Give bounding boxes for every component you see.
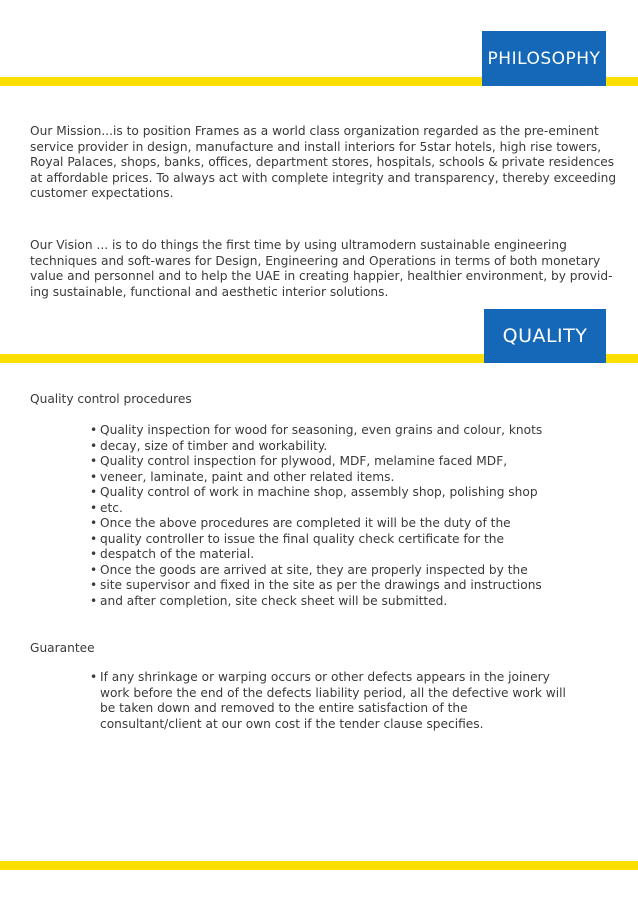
guarantee-line: work before the end of the defects liability period, all the defective work will: [100, 685, 566, 700]
vision-line: Our Vision ... is to do things the first time by using ultramodern sustainable engineering: [30, 238, 567, 252]
mission-line: Royal Palaces, shops, banks, offices, department stores, hospitals, schools & private residences: [30, 155, 615, 170]
procedures-list-item: • Quality control of work in machine shop, assembly shop, polishing shop: [90, 485, 542, 501]
procedures-list-item: • Quality inspection for wood for seasoning, even grains and colour, knots: [90, 423, 542, 439]
mission-line: customer expectations.: [30, 186, 174, 201]
footer-yellow-bar: [0, 861, 638, 870]
vision-line: ing sustainable, functional and aesthetic interior solutions.: [30, 284, 389, 299]
mission-paragraph: [30, 124, 617, 202]
procedures-list-item: • site supervisor and fixed in the site as per the drawings and instructions: [90, 578, 542, 594]
guarantee-item: [90, 670, 566, 732]
guarantee-heading: Guarantee: [30, 641, 95, 655]
procedures-list-item: • despatch of the material.: [90, 547, 542, 563]
guarantee-line: be taken down and removed to the entire satisfaction of the: [100, 701, 468, 715]
procedures-list: [90, 423, 542, 609]
guarantee-line: • If any shrinkage or warping occurs or other defects appears in the joinery: [90, 670, 566, 686]
procedures-list-item: • quality controller to issue the final quality check certificate for the: [90, 532, 542, 548]
procedures-list-item: • Quality control inspection for plywood, MDF, melamine faced MDF,: [90, 454, 542, 470]
procedures-list-item: • etc.: [90, 501, 542, 517]
mission-line: service provider in design, manufacture and install interiors for 5star hotels, high rise towers,: [30, 139, 602, 154]
procedures-list-item: • Once the above procedures are completed it will be the duty of the: [90, 516, 542, 532]
philosophy-title: PHILOSOPHY: [482, 31, 606, 86]
vision-paragraph: [30, 238, 613, 300]
mission-line: Our Mission...is to position Frames as a world class organization regarded as the pre-eminent: [30, 124, 599, 138]
vision-line: techniques and soft-wares for Design, Engineering and Operations in terms of both monetary: [30, 253, 601, 268]
vision-line: value and personnel and to help the UAE in creating happier, healthier environment, by provid-: [30, 269, 613, 284]
procedures-heading: Quality control procedures: [30, 392, 192, 406]
mission-line: at affordable prices. To always act with complete integrity and transparency, thereby exceeding: [30, 170, 617, 185]
procedures-list-item: • veneer, laminate, paint and other related items.: [90, 470, 542, 486]
procedures-list-item: • decay, size of timber and workability.: [90, 439, 542, 455]
quality-title: QUALITY: [484, 309, 606, 363]
procedures-list-item: • and after completion, site check sheet will be submitted.: [90, 594, 542, 610]
guarantee-line: consultant/client at our own cost if the tender clause specifies.: [100, 716, 484, 731]
procedures-list-item: • Once the goods are arrived at site, they are properly inspected by the: [90, 563, 542, 579]
